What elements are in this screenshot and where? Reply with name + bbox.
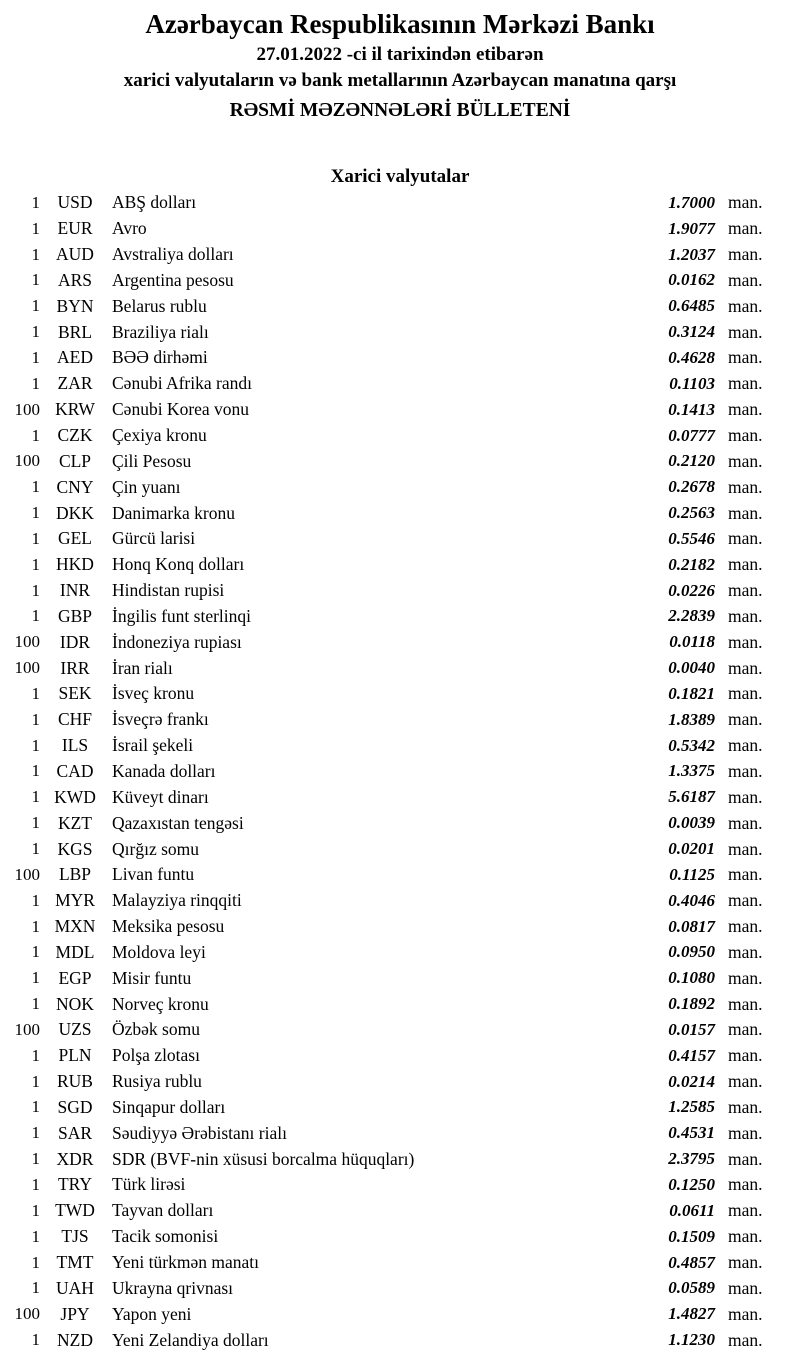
quantity-cell: 100 — [14, 864, 40, 884]
rate-value-cell: 2.3795 — [668, 1149, 715, 1169]
table-row — [0, 397, 772, 423]
table-row — [0, 1172, 772, 1198]
table-row — [0, 681, 772, 707]
rate-value-cell: 0.1821 — [668, 683, 715, 703]
unit-cell: man. — [728, 760, 763, 781]
rates-table — [0, 190, 800, 1353]
quantity-cell: 1 — [31, 373, 40, 393]
currency-code-cell: BRL — [57, 321, 93, 342]
rate-value-cell: 1.2037 — [668, 244, 715, 264]
currency-name-cell: Avstraliya dolları — [112, 244, 234, 265]
table-row — [0, 1120, 772, 1146]
quantity-cell: 1 — [31, 1278, 40, 1298]
rate-value-cell: 0.1103 — [669, 373, 715, 393]
quantity-cell: 1 — [31, 296, 40, 316]
rate-value-cell: 0.4157 — [668, 1045, 715, 1065]
unit-cell: man. — [728, 864, 763, 885]
quantity-cell: 1 — [31, 813, 40, 833]
currency-code-cell: NOK — [56, 993, 94, 1014]
effective-date-line: 27.01.2022 -ci il tarixindən etibarən — [256, 44, 544, 65]
rate-value-cell: 0.0817 — [668, 916, 715, 936]
currency-code-cell: KZT — [57, 812, 93, 833]
currency-name-cell: Malayziya rinqqiti — [112, 890, 242, 911]
table-row — [0, 474, 772, 500]
table-row — [0, 526, 772, 552]
currency-code-cell: IRR — [60, 657, 90, 678]
currency-name-cell: Meksika pesosu — [112, 916, 225, 937]
rate-value-cell: 0.5546 — [668, 528, 715, 548]
unit-cell: man. — [728, 1045, 763, 1066]
quantity-cell: 1 — [31, 425, 40, 445]
currency-code-cell: SEK — [58, 683, 92, 704]
rate-value-cell: 0.0777 — [668, 425, 715, 445]
unit-cell: man. — [728, 295, 763, 316]
unit-cell: man. — [728, 1174, 763, 1195]
quantity-cell: 1 — [31, 735, 40, 755]
rate-value-cell: 1.8389 — [668, 709, 715, 729]
currency-code-cell: DKK — [56, 502, 94, 523]
currency-name-cell: Yeni Zelandiya dolları — [112, 1329, 269, 1350]
table-row — [0, 1146, 772, 1172]
currency-name-cell: Qazaxıstan tengəsi — [112, 812, 244, 833]
unit-cell: man. — [728, 502, 763, 523]
table-row — [0, 629, 772, 655]
table-row — [0, 707, 772, 733]
currency-code-cell: AUD — [56, 244, 94, 265]
unit-cell: man. — [728, 631, 763, 652]
currency-name-cell: İndoneziya rupiası — [112, 631, 242, 652]
currency-name-cell: İran rialı — [112, 657, 173, 678]
currency-code-cell: SGD — [57, 1096, 93, 1117]
currency-code-cell: CNY — [56, 476, 94, 497]
currency-code-cell: NZD — [57, 1329, 93, 1350]
table-row — [0, 216, 772, 242]
currency-name-cell: Cənubi Korea vonu — [112, 399, 250, 420]
currency-name-cell: Kanada dolları — [112, 760, 216, 781]
rate-value-cell: 1.7000 — [668, 192, 715, 212]
rate-value-cell: 0.2563 — [668, 503, 715, 523]
currency-code-cell: HKD — [56, 554, 94, 575]
rate-value-cell: 0.0950 — [668, 942, 715, 962]
unit-cell: man. — [728, 528, 763, 549]
unit-cell: man. — [728, 735, 763, 756]
table-row — [0, 242, 772, 268]
quantity-cell: 1 — [31, 503, 40, 523]
quantity-cell: 1 — [31, 347, 40, 367]
currency-name-cell: Gürcü larisi — [112, 528, 196, 549]
rate-value-cell: 0.1250 — [668, 1174, 715, 1194]
quantity-cell: 1 — [31, 839, 40, 859]
unit-cell: man. — [728, 347, 763, 368]
unit-cell: man. — [728, 1303, 763, 1324]
currency-code-cell: UZS — [58, 1019, 92, 1040]
currency-code-cell: EGP — [58, 967, 92, 988]
rate-value-cell: 0.3124 — [668, 322, 715, 342]
quantity-cell: 1 — [31, 1045, 40, 1065]
unit-cell: man. — [728, 993, 763, 1014]
rate-value-cell: 0.2120 — [668, 451, 715, 471]
unit-cell: man. — [728, 890, 763, 911]
currency-name-cell: Çin yuanı — [112, 476, 181, 497]
currency-name-cell: Polşa zlotası — [112, 1045, 200, 1066]
unit-cell: man. — [728, 321, 763, 342]
table-row — [0, 1095, 772, 1121]
rate-value-cell: 0.4531 — [668, 1123, 715, 1143]
unit-cell: man. — [728, 1277, 763, 1298]
quantity-cell: 1 — [31, 787, 40, 807]
currency-code-cell: KGS — [57, 838, 93, 859]
table-row — [0, 1069, 772, 1095]
table-row — [0, 423, 772, 449]
unit-cell: man. — [728, 1252, 763, 1273]
table-row — [0, 759, 772, 785]
table-row — [0, 268, 772, 294]
currency-name-cell: Livan funtu — [112, 864, 195, 885]
currency-name-cell: Sinqapur dolları — [112, 1096, 226, 1117]
quantity-cell: 1 — [31, 709, 40, 729]
rate-value-cell: 0.2678 — [668, 477, 715, 497]
table-row — [0, 784, 772, 810]
unit-cell: man. — [728, 967, 763, 988]
rate-value-cell: 0.0039 — [668, 813, 715, 833]
table-row — [0, 1198, 772, 1224]
unit-cell: man. — [728, 605, 763, 626]
currency-code-cell: EUR — [57, 218, 93, 239]
currency-name-cell: Küveyt dinarı — [112, 786, 209, 807]
rate-value-cell: 0.5342 — [668, 735, 715, 755]
quantity-cell: 1 — [31, 1149, 40, 1169]
unit-cell: man. — [728, 1096, 763, 1117]
currency-code-cell: CAD — [56, 760, 94, 781]
table-row — [0, 888, 772, 914]
currency-name-cell: SDR (BVF-nin xüsusi borcalma hüquqları) — [112, 1148, 415, 1169]
rate-value-cell: 0.1125 — [669, 864, 715, 884]
unit-cell: man. — [728, 1226, 763, 1247]
table-row — [0, 604, 772, 630]
currency-code-cell: CLP — [58, 450, 92, 471]
table-row — [0, 655, 772, 681]
table-row — [0, 810, 772, 836]
table-row — [0, 965, 772, 991]
quantity-cell: 1 — [31, 1071, 40, 1091]
quantity-cell: 100 — [14, 632, 40, 652]
rate-value-cell: 1.2585 — [668, 1097, 715, 1117]
rate-value-cell: 0.0201 — [668, 839, 715, 859]
unit-cell: man. — [728, 373, 763, 394]
quantity-cell: 1 — [31, 916, 40, 936]
quantity-cell: 1 — [31, 270, 40, 290]
table-row — [0, 836, 772, 862]
currency-code-cell: UAH — [56, 1277, 94, 1298]
currency-code-cell: GEL — [57, 528, 93, 549]
currency-name-cell: Türk lirəsi — [112, 1174, 186, 1195]
currency-code-cell: USD — [57, 192, 93, 213]
unit-cell: man. — [728, 1329, 763, 1350]
currency-code-cell: CHF — [57, 709, 93, 730]
quantity-cell: 1 — [31, 1097, 40, 1117]
currency-name-cell: Norveç kronu — [112, 993, 209, 1014]
currency-code-cell: INR — [59, 580, 91, 601]
unit-cell: man. — [728, 580, 763, 601]
quantity-cell: 1 — [31, 1330, 40, 1350]
rate-value-cell: 0.4857 — [668, 1252, 715, 1272]
table-row — [0, 1327, 772, 1353]
currency-code-cell: MXN — [54, 916, 96, 937]
currency-code-cell: XDR — [56, 1148, 94, 1169]
unit-cell: man. — [728, 709, 763, 730]
quantity-cell: 1 — [31, 761, 40, 781]
currency-name-cell: Tayvan dolları — [112, 1200, 214, 1221]
currency-code-cell: ILS — [61, 735, 89, 756]
table-row — [0, 733, 772, 759]
unit-cell: man. — [728, 916, 763, 937]
currency-name-cell: Belarus rublu — [112, 295, 207, 316]
currency-code-cell: ZAR — [57, 373, 93, 394]
unit-cell: man. — [728, 218, 763, 239]
rate-value-cell: 1.4827 — [668, 1304, 715, 1324]
quantity-cell: 1 — [31, 322, 40, 342]
quantity-cell: 1 — [31, 192, 40, 212]
rate-value-cell: 0.0157 — [668, 1019, 715, 1039]
currency-name-cell: Avro — [112, 218, 147, 239]
currency-code-cell: TRY — [57, 1174, 93, 1195]
currency-name-cell: Braziliya rialı — [112, 321, 209, 342]
rate-value-cell: 1.3375 — [668, 761, 715, 781]
rate-value-cell: 0.0226 — [668, 580, 715, 600]
table-row — [0, 1017, 772, 1043]
currency-code-cell: JPY — [60, 1303, 90, 1324]
currency-name-cell: İsveç kronu — [112, 683, 195, 704]
table-row — [0, 319, 772, 345]
rate-value-cell: 0.1413 — [668, 399, 715, 419]
rate-value-cell: 0.0118 — [669, 632, 715, 652]
currency-code-cell: CZK — [57, 425, 93, 446]
table-row — [0, 293, 772, 319]
unit-cell: man. — [728, 812, 763, 833]
unit-cell: man. — [728, 1071, 763, 1092]
rate-value-cell: 0.0589 — [668, 1278, 715, 1298]
currency-name-cell: Qırğız somu — [112, 838, 200, 859]
quantity-cell: 1 — [31, 1200, 40, 1220]
rate-value-cell: 5.6187 — [668, 787, 715, 807]
quantity-cell: 100 — [14, 451, 40, 471]
rate-value-cell: 0.1509 — [668, 1226, 715, 1246]
currency-code-cell: ARS — [57, 269, 93, 290]
currency-name-cell: ABŞ dolları — [112, 192, 197, 213]
currency-name-cell: Argentina pesosu — [112, 269, 234, 290]
table-row — [0, 1275, 772, 1301]
currency-name-cell: Çexiya kronu — [112, 425, 207, 446]
currency-name-cell: İsveçrə frankı — [112, 709, 209, 730]
table-row — [0, 1043, 772, 1069]
quantity-cell: 1 — [31, 994, 40, 1014]
currency-name-cell: Özbək somu — [112, 1019, 200, 1040]
section-title-foreign-currencies: Xarici valyutalar — [330, 166, 470, 187]
quantity-cell: 1 — [31, 890, 40, 910]
currency-code-cell: TWD — [55, 1200, 95, 1221]
quantity-cell: 100 — [14, 658, 40, 678]
rate-value-cell: 0.2182 — [668, 554, 715, 574]
rate-value-cell: 0.0611 — [669, 1200, 715, 1220]
quantity-cell: 1 — [31, 1252, 40, 1272]
unit-cell: man. — [728, 941, 763, 962]
rate-value-cell: 0.4628 — [668, 347, 715, 367]
bank-name-title: Azərbaycan Respublikasının Mərkəzi Bankı — [145, 9, 655, 39]
table-row — [0, 862, 772, 888]
table-row — [0, 190, 772, 216]
currency-code-cell: TMT — [56, 1252, 94, 1273]
currency-name-cell: Misir funtu — [112, 967, 192, 988]
quantity-cell: 1 — [31, 528, 40, 548]
table-row — [0, 914, 772, 940]
table-row — [0, 1250, 772, 1276]
unit-cell: man. — [728, 269, 763, 290]
unit-cell: man. — [728, 244, 763, 265]
unit-cell: man. — [728, 1122, 763, 1143]
quantity-cell: 100 — [14, 1019, 40, 1039]
currency-name-cell: Çili Pesosu — [112, 450, 192, 471]
quantity-cell: 1 — [31, 580, 40, 600]
rate-value-cell: 0.0040 — [668, 658, 715, 678]
quantity-cell: 1 — [31, 1123, 40, 1143]
unit-cell: man. — [728, 425, 763, 446]
quantity-cell: 1 — [31, 477, 40, 497]
quantity-cell: 1 — [31, 218, 40, 238]
table-row — [0, 500, 772, 526]
quantity-cell: 1 — [31, 606, 40, 626]
table-row — [0, 1301, 772, 1327]
table-row — [0, 991, 772, 1017]
rate-value-cell: 0.0162 — [668, 270, 715, 290]
bulletin-header — [0, 0, 800, 124]
currency-name-cell: İngilis funt sterlinqi — [112, 605, 252, 626]
table-row — [0, 448, 772, 474]
currency-code-cell: BYN — [56, 295, 94, 316]
quantity-cell: 1 — [31, 683, 40, 703]
table-row — [0, 939, 772, 965]
unit-cell: man. — [728, 786, 763, 807]
quantity-cell: 1 — [31, 244, 40, 264]
unit-cell: man. — [728, 192, 763, 213]
currency-code-cell: MDL — [55, 941, 95, 962]
unit-cell: man. — [728, 554, 763, 575]
rate-value-cell: 0.1892 — [668, 994, 715, 1014]
currency-code-cell: KWD — [54, 786, 96, 807]
currency-name-cell: Cənubi Afrika randı — [112, 373, 252, 394]
quantity-cell: 100 — [14, 399, 40, 419]
rate-value-cell: 0.6485 — [668, 296, 715, 316]
unit-cell: man. — [728, 1019, 763, 1040]
unit-cell: man. — [728, 1148, 763, 1169]
currency-code-cell: SAR — [57, 1122, 93, 1143]
unit-cell: man. — [728, 683, 763, 704]
currency-name-cell: BƏƏ dirhəmi — [112, 347, 208, 368]
unit-cell: man. — [728, 476, 763, 497]
quantity-cell: 1 — [31, 942, 40, 962]
quantity-cell: 1 — [31, 554, 40, 574]
currency-name-cell: Hindistan rupisi — [112, 580, 225, 601]
table-row — [0, 1224, 772, 1250]
quantity-cell: 1 — [31, 968, 40, 988]
rate-value-cell: 0.4046 — [668, 890, 715, 910]
currency-name-cell: Danimarka kronu — [112, 502, 235, 523]
unit-cell: man. — [728, 838, 763, 859]
currency-name-cell: Yeni türkmən manatı — [112, 1252, 259, 1273]
currency-code-cell: KRW — [55, 399, 95, 420]
currency-name-cell: Ukrayna qrivnası — [112, 1277, 234, 1298]
quantity-cell: 100 — [14, 1304, 40, 1324]
currency-name-cell: Səudiyyə Ərəbistanı rialı — [112, 1122, 287, 1143]
table-row — [0, 371, 772, 397]
rate-value-cell: 0.0214 — [668, 1071, 715, 1091]
currency-name-cell: Moldova leyi — [112, 941, 206, 962]
table-row — [0, 345, 772, 371]
currency-code-cell: MYR — [55, 890, 95, 911]
currency-code-cell: RUB — [57, 1071, 93, 1092]
rate-value-cell: 2.2839 — [668, 606, 715, 626]
rate-value-cell: 1.1230 — [668, 1330, 715, 1350]
currency-name-cell: Rusiya rublu — [112, 1071, 202, 1092]
currency-name-cell: İsrail şekeli — [112, 735, 194, 756]
currency-name-cell: Yapon yeni — [112, 1303, 192, 1324]
currency-name-cell: Tacik somonisi — [112, 1226, 219, 1247]
bulletin-title: RƏSMİ MƏZƏNNƏLƏRİ BÜLLETENİ — [229, 100, 571, 121]
subject-line: xarici valyutaların və bank metallarının Azərbaycan manatına qarşı — [123, 70, 677, 91]
currency-code-cell: GBP — [57, 605, 93, 626]
currency-code-cell: LBP — [58, 864, 92, 885]
unit-cell: man. — [728, 1200, 763, 1221]
unit-cell: man. — [728, 399, 763, 420]
rate-value-cell: 1.9077 — [668, 218, 715, 238]
quantity-cell: 1 — [31, 1174, 40, 1194]
quantity-cell: 1 — [31, 1226, 40, 1246]
currency-code-cell: PLN — [58, 1045, 92, 1066]
unit-cell: man. — [728, 450, 763, 471]
currency-code-cell: IDR — [59, 631, 91, 652]
table-row — [0, 552, 772, 578]
rate-value-cell: 0.1080 — [668, 968, 715, 988]
currency-code-cell: TJS — [61, 1226, 89, 1247]
currency-code-cell: AED — [57, 347, 93, 368]
currency-name-cell: Honq Konq dolları — [112, 554, 245, 575]
table-row — [0, 578, 772, 604]
unit-cell: man. — [728, 657, 763, 678]
